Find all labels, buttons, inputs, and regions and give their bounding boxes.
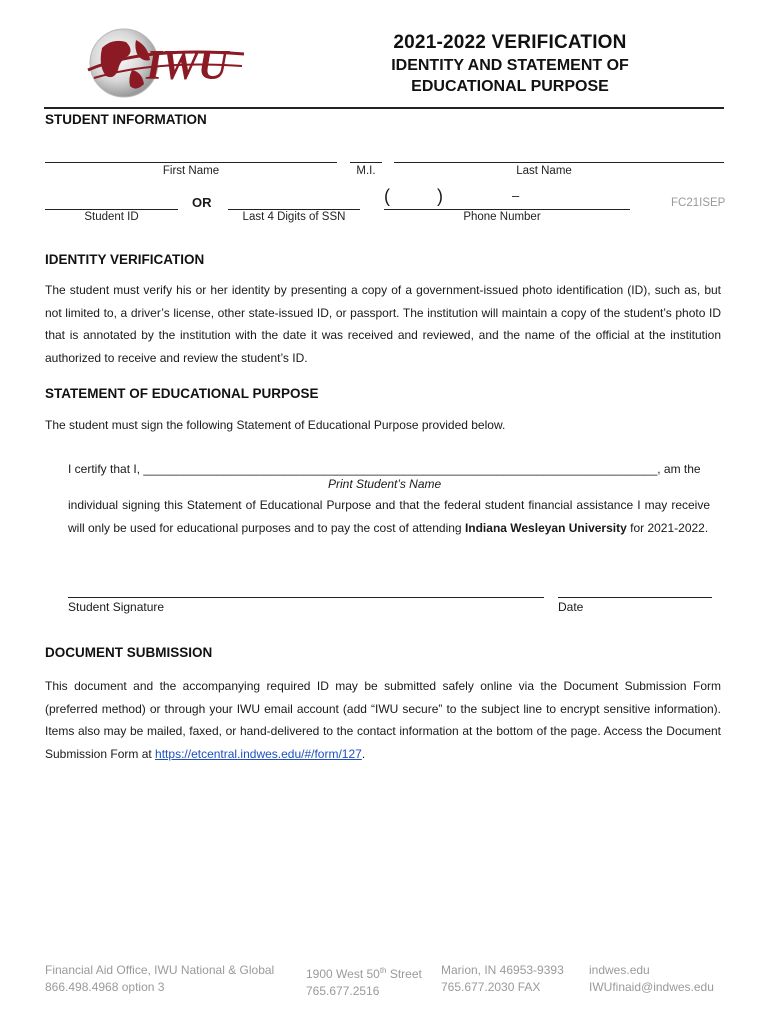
student-info-heading: STUDENT INFORMATION	[45, 112, 207, 127]
print-name-label: Print Student’s Name	[328, 477, 442, 491]
print-name-field[interactable]: _____________________________________________________________________________	[143, 462, 658, 476]
student-id-label: Student ID	[84, 211, 139, 223]
phone-dash: –	[512, 188, 520, 203]
submission-heading: DOCUMENT SUBMISSION	[45, 645, 213, 660]
iwu-logo	[84, 26, 248, 100]
last-name-label: Last Name	[516, 165, 572, 177]
certify-suffix: , am the	[657, 462, 701, 476]
submission-body-part2: .	[361, 746, 366, 761]
ssn-label: Last 4 Digits of SSN	[242, 211, 346, 223]
page-subtitle-line2: EDUCATIONAL PURPOSE	[411, 78, 609, 95]
page-subtitle-line1: IDENTITY AND STATEMENT OF	[391, 57, 629, 74]
submission-body-part1: This document and the accompanying required ID may be submitted safely online via the Document Submission Form (preferred method) or through your IWU email account (add “IWU secure” to the subject line to encrypt sensitive information). Items also may be mailed, faxed, or hand-delivered to the contact information at the bottom of the page. Access the Document Submission Form at	[45, 679, 721, 761]
footer-city-line: Marion, IN 46953-9393	[441, 963, 564, 977]
footer-street-suffix: Street	[386, 967, 422, 981]
phone-number-field[interactable]	[384, 209, 630, 210]
footer-fax: 765.677.2030 FAX	[441, 980, 541, 994]
footer-street-phone: 765.677.2516	[306, 984, 380, 998]
mi-field[interactable]	[350, 162, 382, 163]
date-field[interactable]	[558, 597, 712, 598]
ssn-field[interactable]	[228, 209, 360, 210]
submission-paragraph	[45, 675, 721, 765]
date-label: Date	[558, 600, 584, 614]
footer-email: IWUfinaid@indwes.edu	[589, 980, 714, 994]
first-name-field[interactable]	[45, 162, 337, 163]
purpose-intro: The student must sign the following Statement of Educational Purpose provided below.	[45, 418, 506, 432]
header-divider	[44, 107, 724, 109]
footer-street	[306, 962, 422, 983]
purpose-paragraph	[68, 494, 710, 539]
page-title: 2021-2022 VERIFICATION	[393, 32, 627, 53]
phone-close-paren: )	[437, 186, 443, 206]
logo-text: IWU	[146, 43, 228, 89]
identity-heading: IDENTITY VERIFICATION	[45, 252, 205, 267]
student-signature-field[interactable]	[68, 597, 544, 598]
certify-prefix: I certify that I,	[68, 462, 144, 476]
footer-city	[441, 962, 564, 996]
footer-street-prefix: 1900 West 50	[306, 967, 380, 981]
phone-open-paren: (	[384, 186, 390, 206]
last-name-field[interactable]	[394, 162, 724, 163]
footer-office-phone: 866.498.4968 option 3	[45, 980, 165, 994]
footer-address	[306, 962, 422, 1000]
phone-number-label: Phone Number	[463, 211, 541, 223]
document-submission-link[interactable]: https://etcentral.indwes.edu/#/form/127	[155, 746, 362, 761]
student-signature-label: Student Signature	[68, 600, 165, 614]
or-separator: OR	[192, 195, 212, 210]
footer-website: indwes.edu	[589, 963, 650, 977]
footer-office-name: Financial Aid Office, IWU National & Global	[45, 963, 275, 977]
university-name: Indiana Wesleyan University	[464, 520, 627, 535]
identity-paragraph: The student must verify his or her identity by presenting a copy of a government-issued photo identification (ID), such as, but not limited to, a driver’s license, other state-issued ID, or passport. The institution will maintain a copy of the student’s photo ID that is annotated by the institution with the date it was received and reviewed, and the name of the official at the institution authorized to receive and review the student’s ID.	[45, 283, 721, 365]
first-name-label: First Name	[162, 165, 220, 177]
footer-office	[45, 962, 274, 996]
student-id-field[interactable]	[45, 209, 178, 210]
certify-line	[68, 462, 718, 476]
footer-web	[589, 962, 714, 996]
purpose-body-part2: for 2021-2022.	[626, 520, 709, 535]
purpose-heading: STATEMENT OF EDUCATIONAL PURPOSE	[45, 386, 319, 401]
purpose-body-part1: individual signing this Statement of Educational Purpose and that the federal student financial assistance I may receive will only be used for educational purposes and to pay the cost of attending	[68, 498, 710, 535]
footer-street-sup: th	[379, 966, 387, 975]
mi-label: M.I.	[356, 165, 376, 177]
form-code: FC21ISEP	[671, 197, 726, 209]
